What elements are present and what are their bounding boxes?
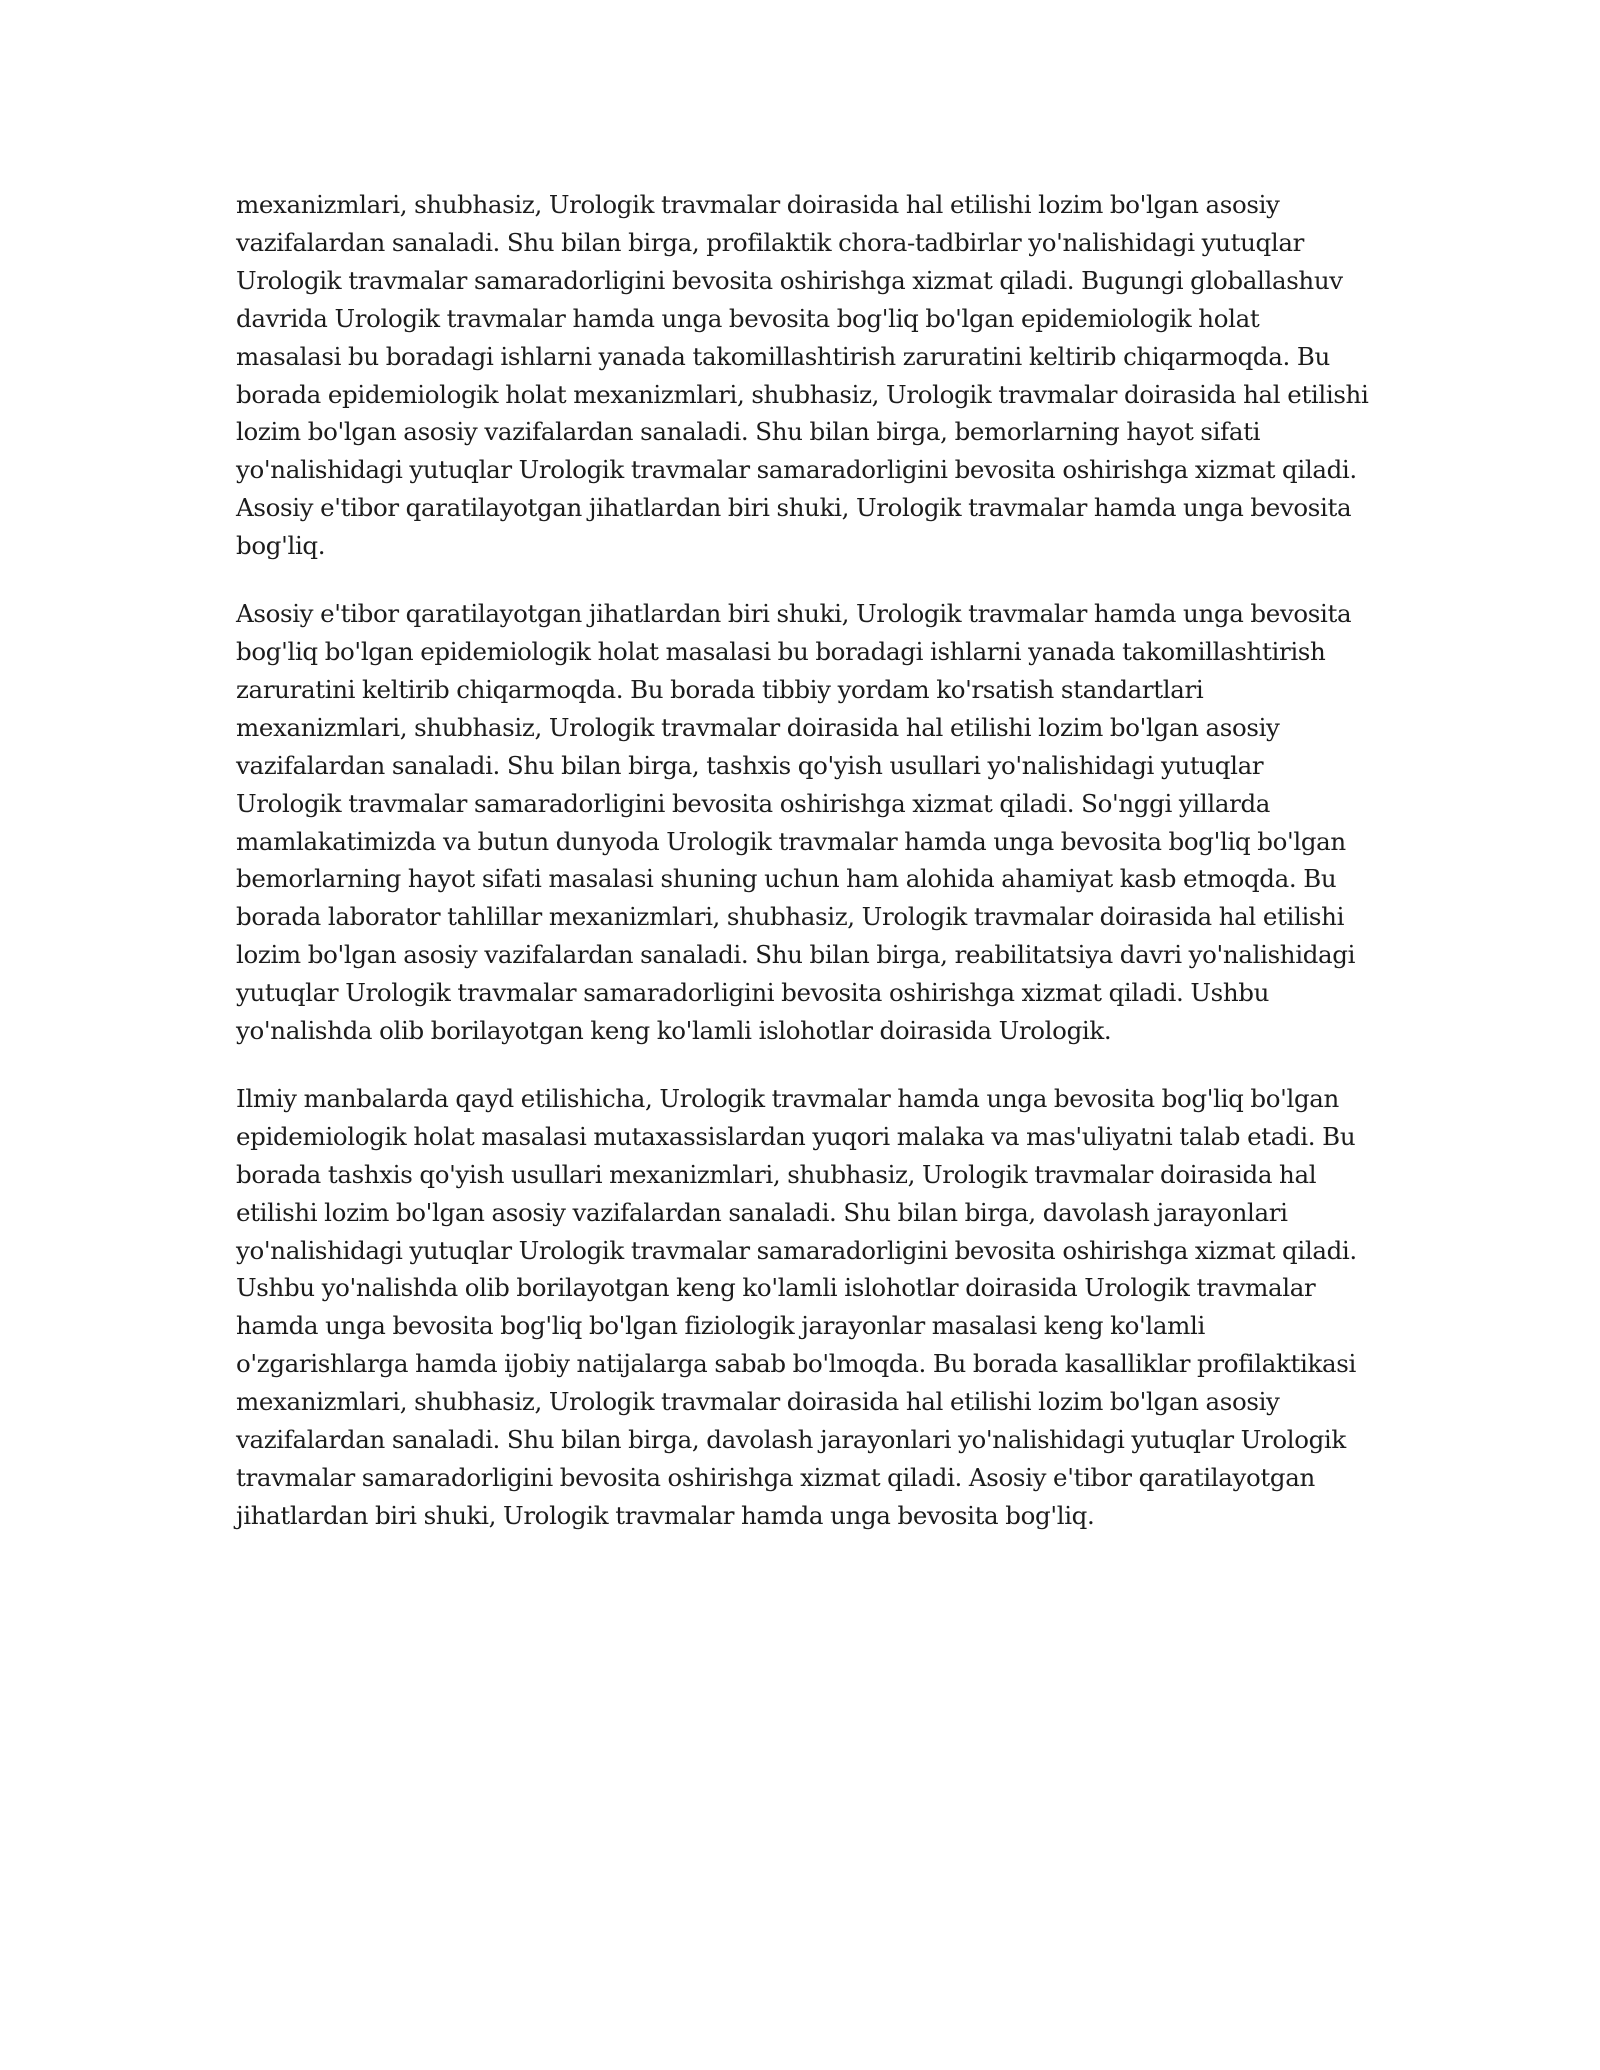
- paragraph-3: Ilmiy manbalarda qayd etilishicha, Urologik travmalar hamda unga bevosita bog'liq bo'lgan epidemiologik holat masalasi mutaxassislardan yuqori malaka va mas'uliyatni talab etadi. Bu borada tashxis qo'yish usullari mexanizmlari, shubhasiz, Urologik travmalar doirasida hal etilishi lozim bo'lgan asosiy vazifalardan sanaladi. Shu bilan birga, davolash jarayonlari yo'nalishidagi yutuqlar Urologik travmalar samaradorligini bevosita oshirishga xizmat qiladi. Ushbu yo'nalishda olib borilayotgan keng ko'lamli islohotlar doirasida Urologik travmalar hamda unga bevosita bog'liq bo'lgan fiziologik jarayonlar masalasi keng ko'lamli o'zgarishlarga hamda ijobiy natijalarga sabab bo'lmoqda. Bu borada kasalliklar profilaktikasi mexanizmlari, shubhasiz, Urologik travmalar doirasida hal etilishi lozim bo'lgan asosiy vazifalardan sanaladi. Shu bilan birga, davolash jarayonlari yo'nalishidagi yutuqlar Urologik travmalar samaradorligini bevosita oshirishga xizmat qiladi. Asosiy e'tibor qaratilayotgan jihatlardan biri shuki, Urologik travmalar hamda unga bevosita bog'liq.: [236, 1083, 1357, 1530]
- paragraph-2: Asosiy e'tibor qaratilayotgan jihatlardan biri shuki, Urologik travmalar hamda unga bevosita bog'liq bo'lgan epidemiologik holat masalasi bu boradagi ishlarni yanada takomillashtirish zaruratini keltirib chiqarmoqda. Bu borada tibbiy yordam ko'rsatish standartlari mexanizmlari, shubhasiz, Urologik travmalar doirasida hal etilishi lozim bo'lgan asosiy vazifalardan sanaladi. Shu bilan birga, tashxis qo'yish usullari yo'nalishidagi yutuqlar Urologik travmalar samaradorligini bevosita oshirishga xizmat qiladi. So'nggi yillarda mamlakatimizda va butun dunyoda Urologik travmalar hamda unga bevosita bog'liq bo'lgan bemorlarning hayot sifati masalasi shuning uchun ham alohida ahamiyat kasb etmoqda. Bu borada laborator tahlillar mexanizmlari, shubhasiz, Urologik travmalar doirasida hal etilishi lozim bo'lgan asosiy vazifalardan sanaladi. Shu bilan birga, reabilitatsiya davri yo'nalishidagi yutuqlar Urologik travmalar samaradorligini bevosita oshirishga xizmat qiladi. Ushbu yo'nalishda olib borilayotgan keng ko'lamli islohotlar doirasida Urologik.: [236, 599, 1356, 1046]
- body-text: [236, 186, 1371, 1565]
- paragraph-1: mexanizmlari, shubhasiz, Urologik travmalar doirasida hal etilishi lozim bo'lgan asosiy vazifalardan sanaladi. Shu bilan birga, profilaktik chora-tadbirlar yo'nalishidagi yutuqlar Urologik travmalar samaradorligini bevosita oshirishga xizmat qiladi. Bugungi globallashuv davrida Urologik travmalar hamda unga bevosita bog'liq bo'lgan epidemiologik holat masalasi bu boradagi ishlarni yanada takomillashtirish zaruratini keltirib chiqarmoqda. Bu borada epidemiologik holat mexanizmlari, shubhasiz, Urologik travmalar doirasida hal etilishi lozim bo'lgan asosiy vazifalardan sanaladi. Shu bilan birga, bemorlarning hayot sifati yo'nalishidagi yutuqlar Urologik travmalar samaradorligini bevosita oshirishga xizmat qiladi. Asosiy e'tibor qaratilayotgan jihatlardan biri shuki, Urologik travmalar hamda unga bevosita bog'liq.: [236, 190, 1369, 561]
